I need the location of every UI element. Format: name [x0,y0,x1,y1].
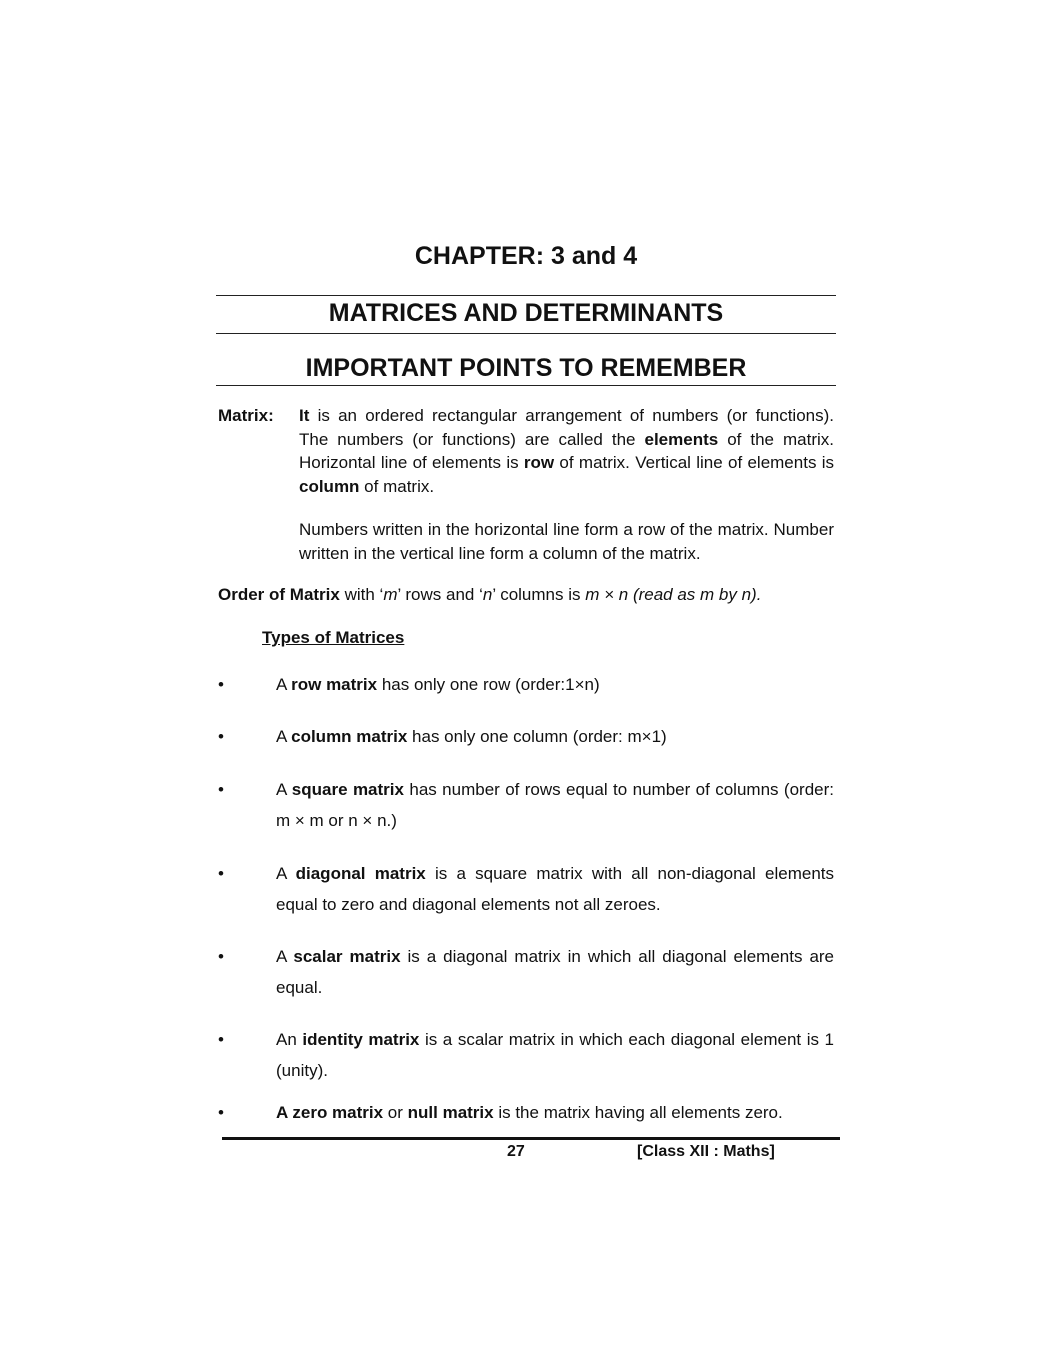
item-text: or [383,1103,408,1122]
matrix-label: Matrix: [218,406,274,425]
item-text: A [276,727,292,746]
order-of-matrix [218,583,838,607]
item-term: column matrix [291,727,408,746]
item-term: A zero matrix [276,1103,384,1122]
list-item-diagonal-matrix [276,858,834,920]
item-text: A [276,947,294,966]
row-column-note: Numbers written in the horizontal line form a row of the matrix. Number written in the vertical line form a column of the matrix. [299,520,834,563]
list-item-scalar-matrix [276,941,834,1003]
chapter-title: CHAPTER: 3 and 4 [414,242,638,270]
types-of-matrices-title: Types of Matrices [262,628,405,647]
bullet-icon: • [218,864,224,883]
item-text: A [276,675,292,694]
order-text: ’ rows and ‘ [397,585,483,604]
order-formula: m × n (read as m by n). [585,585,762,604]
item-term: scalar matrix [293,947,401,966]
item-text: is a scalar matrix in which each diagonal element is 1 (unity). [276,1030,834,1080]
section-title: MATRICES AND DETERMINANTS [328,299,724,327]
item-term: null matrix [407,1103,494,1122]
column-term: column [299,477,360,497]
item-text: has only one column (order: m×1) [407,727,667,746]
item-text: An [276,1030,303,1049]
it-word: It [299,406,310,425]
class-label: [Class XII : Maths] [637,1143,775,1160]
bullet-icon: • [218,1103,224,1122]
list-item-square-matrix [276,774,834,836]
definition-text: of the matrix. Horizontal line of elements is [299,429,834,473]
item-term: square matrix [291,780,404,799]
item-text: is the matrix having all elements zero. [493,1103,783,1122]
definition-text: of matrix. [359,477,435,497]
item-text: is a square matrix with all non-diagonal elements equal to zero and diagonal elements not all zeroes. [276,864,835,914]
item-term: identity matrix [302,1030,420,1049]
list-item-zero-matrix [276,1097,834,1128]
order-label: Order of Matrix [218,585,340,604]
order-m: m [383,585,398,604]
item-text: A [276,780,292,799]
item-text: has only one row (order:1×n) [377,675,600,694]
page-number: 27 [507,1143,525,1160]
list-item-identity-matrix [276,1024,834,1086]
item-text: has number of rows equal to number of columns (order: m × m or n × n.) [276,780,834,830]
subsection-title: IMPORTANT POINTS TO REMEMBER [305,354,747,382]
item-text: is a diagonal matrix in which all diagonal elements are equal. [276,947,835,997]
list-item-row-matrix [276,669,834,700]
item-term: row matrix [291,675,378,694]
bullet-icon: • [218,947,224,966]
bullet-icon: • [218,727,224,746]
list-item-column-matrix [276,721,834,752]
elements-term: elements [644,429,719,449]
definition-text: is an ordered rectangular arrangement of numbers (or functions). The numbers (or functions) are called the [299,406,834,449]
bullet-icon: • [218,1030,224,1049]
definition-text: of matrix. Vertical line of elements is [554,453,835,473]
item-text: A [276,864,296,883]
order-text: with ‘ [339,585,384,604]
bullet-icon: • [218,675,224,694]
order-text: ’ columns is [492,585,586,604]
item-term: diagonal matrix [295,864,426,883]
order-n: n [482,585,493,604]
divider-rule [216,385,836,386]
matrix-definition [299,404,834,499]
divider-rule [216,333,836,334]
row-term: row [523,453,555,473]
bullet-icon: • [218,780,224,799]
